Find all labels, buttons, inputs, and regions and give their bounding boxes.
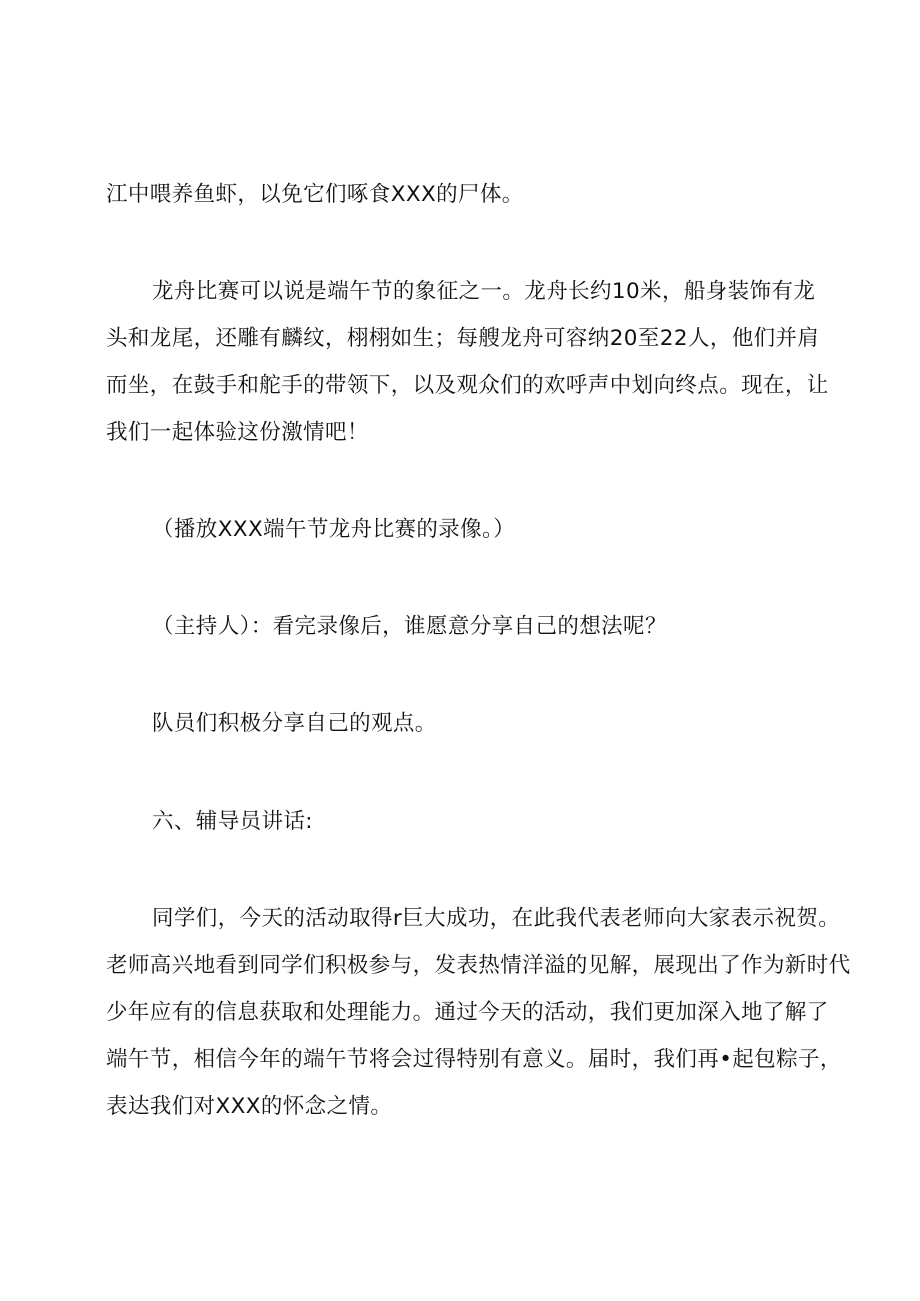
speech-line-1: 同学们，今天的活动取得r巨大成功，在此我代表老师向大家表示祝贺。 [152,906,841,931]
speech-line-5: 表达我们对XXX的怀念之情。 [106,1094,393,1119]
paragraph-line-4: 而坐，在鼓手和舵手的带领下，以及观众们的欢呼声中划向终点。现在，让 [106,373,829,398]
paragraph-line-3: 头和龙尾，还雕有麟纹，栩栩如生；每艘龙舟可容纳20至22人，他们并肩 [106,326,820,351]
speech-line-2: 老师高兴地看到同学们积极参与，发表热情洋溢的见解，展现出了作为新时代 [106,953,851,978]
paragraph-line-1: 江中喂养鱼虾，以免它们啄食XXX的尸体。 [106,182,524,207]
paragraph-line-5: 我们一起体验这份激情吧！ [106,420,369,445]
speech-line-3: 少年应有的信息获取和处理能力。通过今天的活动，我们更加深入地了解了 [106,1000,829,1025]
speech-line-4: 端午节，相信今年的端午节将会过得特别有意义。届时，我们再•起包粽子， [106,1047,842,1072]
host-question: （主持人）：看完录像后，谁愿意分享自己的想法呢？ [152,614,667,639]
stage-direction: （播放XXX端午节龙舟比赛的录像。） [152,517,516,542]
section-heading: 六、辅导员讲话: [152,809,313,834]
paragraph-line-2: 龙舟比赛可以说是端午节的象征之一。龙舟长约10米，船身装饰有龙 [152,279,816,304]
team-sharing: 队员们积极分享自己的观点。 [152,711,437,736]
